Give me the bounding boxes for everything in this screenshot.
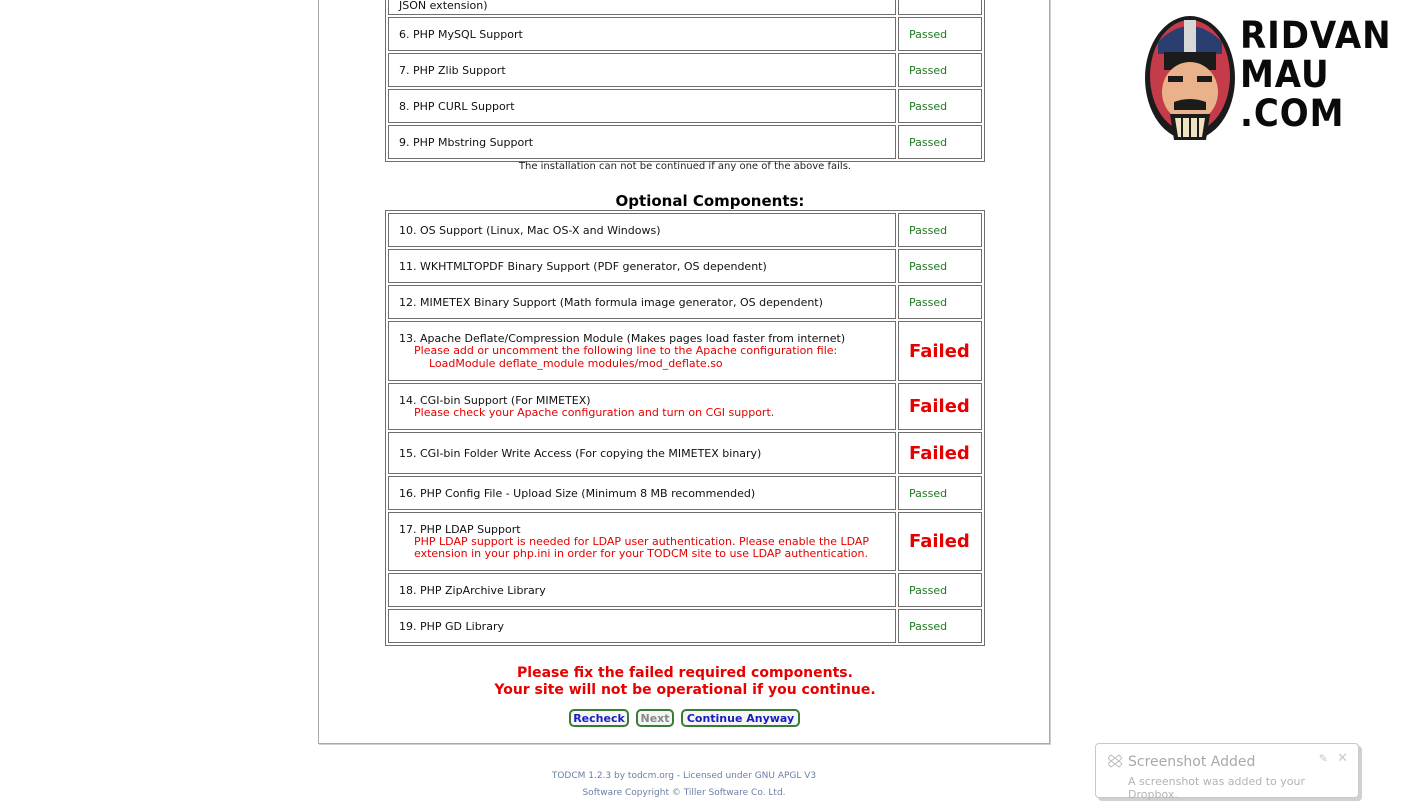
status-passed: Passed <box>909 135 948 149</box>
pin-icon[interactable]: ✎ <box>1318 752 1328 765</box>
required-components-table <box>385 0 985 162</box>
component-result-cell <box>898 17 982 51</box>
notification-title: Screenshot Added <box>1128 754 1256 770</box>
required-warning-text: The installation can not be continued if any one of the above fails. <box>518 161 852 172</box>
component-label-cell: 8. PHP CURL Support <box>388 89 896 123</box>
status-passed: Passed <box>909 259 948 273</box>
dropbox-notification[interactable] <box>1095 743 1359 801</box>
component-result-cell <box>898 249 982 283</box>
table-row <box>388 0 982 15</box>
table-row <box>388 512 982 571</box>
status-failed: Failed <box>909 531 970 552</box>
component-result-cell <box>898 125 982 159</box>
ridvanmau-logo-text: RIDVAN MAU .COM <box>1240 14 1392 135</box>
notification-body: A screenshot was added to your Dropbox. <box>1128 775 1306 801</box>
status-passed: Passed <box>909 486 948 500</box>
component-label-cell: 15. CGI-bin Folder Write Access (For copying the MIMETEX binary) <box>388 432 896 474</box>
status-passed: Passed <box>909 583 948 597</box>
next-button[interactable]: Next <box>636 709 674 727</box>
fix-warning-line-2: Your site will not be operational if you continue. <box>494 682 876 698</box>
table-row <box>388 432 982 474</box>
recheck-button[interactable]: Recheck <box>569 709 629 727</box>
status-failed: Failed <box>909 442 970 464</box>
status-passed: Passed <box>909 223 948 237</box>
component-label-cell: 11. WKHTMLTOPDF Binary Support (PDF generator, OS dependent) <box>388 249 896 283</box>
component-label-cell: 19. PHP GD Library <box>388 609 896 643</box>
component-result-cell <box>898 0 982 15</box>
dropbox-icon <box>1108 754 1122 768</box>
close-icon[interactable]: ✕ <box>1337 751 1348 766</box>
table-row <box>388 17 982 51</box>
table-row <box>388 285 982 319</box>
component-result-cell <box>898 321 982 381</box>
status-failed: Failed <box>909 396 970 417</box>
fix-warning-message <box>385 665 985 699</box>
component-result-cell <box>898 213 982 247</box>
component-result-cell <box>898 383 982 430</box>
component-label-cell: 16. PHP Config File - Upload Size (Minimum 8 MB recommended) <box>388 476 896 510</box>
table-row <box>388 383 982 430</box>
fix-warning-line-1: Please fix the failed required components. <box>517 665 853 681</box>
table-row <box>388 125 982 159</box>
optional-components-table <box>385 210 985 646</box>
ridvanmau-logo-image <box>1144 14 1240 144</box>
footer-license: TODCM 1.2.3 by todcm.org - Licensed under GNU APGL V3 <box>551 771 817 781</box>
component-label-cell: 12. MIMETEX Binary Support (Math formula image generator, OS dependent) <box>388 285 896 319</box>
component-label-cell: 13. Apache Deflate/Compression Module (Makes pages load faster from internet) Please add or uncomment the following line to the Apache configuration file: LoadModule deflate_module modules/mod_deflate.so <box>388 321 896 381</box>
component-label-cell: 10. OS Support (Linux, Mac OS-X and Windows) <box>388 213 896 247</box>
component-result-cell <box>898 512 982 571</box>
component-label-cell: 6. PHP MySQL Support <box>388 17 896 51</box>
status-passed: Passed <box>909 27 948 41</box>
table-row <box>388 321 982 381</box>
component-result-cell <box>898 53 982 87</box>
status-failed: Failed <box>909 340 970 362</box>
table-row <box>388 573 982 607</box>
component-fail-note: extension in your php.ini in order for your TODCM site to use LDAP authentication. <box>414 547 869 560</box>
table-row <box>388 476 982 510</box>
component-result-cell <box>898 609 982 643</box>
status-passed: Passed <box>909 63 948 77</box>
component-label-cell: 9. PHP Mbstring Support <box>388 125 896 159</box>
table-row <box>388 89 982 123</box>
table-row <box>388 53 982 87</box>
component-fail-note: PHP LDAP support is needed for LDAP user authentication. Please enable the LDAP <box>414 534 870 548</box>
component-result-cell <box>898 476 982 510</box>
component-label-cell: 17. PHP LDAP Support PHP LDAP support is needed for LDAP user authentication. Please enable the LDAP extension in your php.ini in order for your TODCM site to use LDAP authentication. <box>388 512 896 571</box>
table-row <box>388 609 982 643</box>
table-row <box>388 249 982 283</box>
component-result-cell <box>898 432 982 474</box>
table-row <box>388 213 982 247</box>
optional-components-title: Optional Components: <box>615 192 805 210</box>
component-label-cell: 14. CGI-bin Support (For MIMETEX) Please check your Apache configuration and turn on CGI support. <box>388 383 896 430</box>
status-passed: Passed <box>909 619 948 633</box>
component-fail-note: Please add or uncomment the following line to the Apache configuration file: <box>414 344 838 357</box>
footer-copyright: Software Copyright © Tiller Software Co. Ltd. <box>582 788 786 798</box>
component-result-cell <box>898 573 982 607</box>
component-fail-note-code: LoadModule deflate_module modules/mod_deflate.so <box>429 356 723 370</box>
component-label-cell: 18. PHP ZipArchive Library <box>388 573 896 607</box>
continue-anyway-button[interactable]: Continue Anyway <box>681 709 800 727</box>
component-fail-note: Please check your Apache configuration and turn on CGI support. <box>414 405 775 419</box>
component-label-cell: 7. PHP Zlib Support <box>388 53 896 87</box>
component-label-cell: JSON extension) <box>388 0 896 15</box>
component-result-cell <box>898 285 982 319</box>
component-result-cell <box>898 89 982 123</box>
status-passed: Passed <box>909 99 948 113</box>
status-passed: Passed <box>909 295 948 309</box>
